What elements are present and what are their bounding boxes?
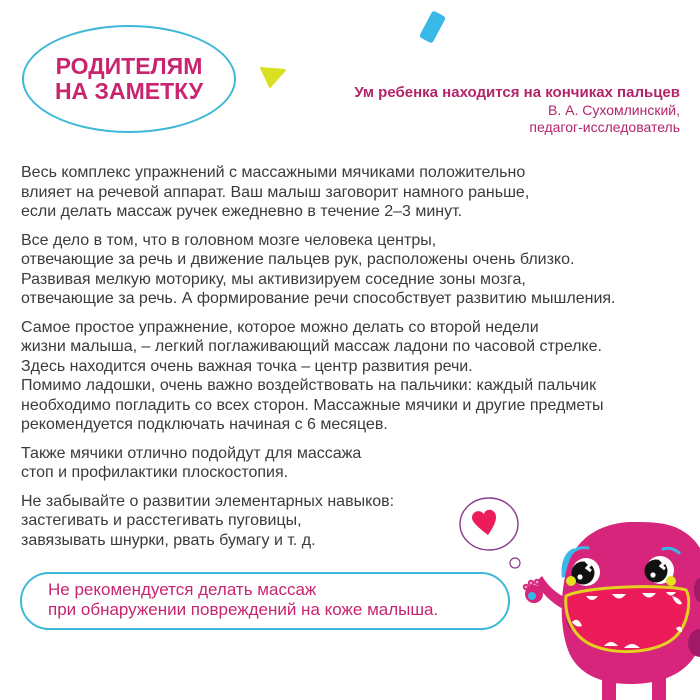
text-line: рекомендуется подключать начиная с 6 месяцев. bbox=[21, 416, 388, 433]
text-line: стоп и профилактики плоскостопия. bbox=[21, 464, 289, 481]
paragraph-2 bbox=[21, 231, 700, 309]
text-line: Развивая мелкую моторику, мы активизируем соседние зоны мозга, bbox=[21, 270, 526, 288]
quote-author: В. А. Сухомлинский, bbox=[548, 102, 680, 118]
quote-block bbox=[354, 84, 680, 136]
text-line: Помимо ладошки, очень важно воздействовать на пальчики: каждый пальчик bbox=[21, 377, 597, 394]
text-line: застегивать и расстегивать пуговицы, bbox=[21, 512, 302, 529]
text-line: завязывать шнурки, рвать бумагу и т. д. bbox=[21, 531, 316, 549]
warning-line-1: Не рекомендуется делать массаж bbox=[48, 580, 317, 599]
text-line: отвечающие за речь. А формирование речи способствует развитию мышления. bbox=[21, 290, 616, 307]
blue-rectangle-icon bbox=[419, 10, 446, 44]
text-line: Также мячики отлично подойдут для массажа bbox=[21, 444, 362, 462]
warning-line-2: при обнаружении повреждений на коже малыша. bbox=[48, 600, 439, 619]
quote-author-role: педагог-исследователь bbox=[529, 119, 680, 135]
parents-note-badge bbox=[22, 25, 236, 133]
badge-title-line-2: НА ЗАМЕТКУ bbox=[54, 78, 204, 104]
text-line: Весь комплекс упражнений с массажными мячиками положительно bbox=[21, 164, 526, 181]
paragraph-4 bbox=[21, 444, 700, 483]
text-line: Самое простое упражнение, которое можно делать со второй недели bbox=[21, 318, 539, 336]
warning-callout bbox=[20, 572, 510, 630]
yellow-triangle-icon bbox=[260, 66, 286, 88]
text-line: если делать массаж ручек ежедневно в течение 2–3 минут. bbox=[21, 203, 463, 220]
text-line: отвечающие за речь и движение пальцев рук, расположены очень близко. bbox=[21, 251, 575, 268]
pink-monster-icon bbox=[440, 488, 700, 700]
paragraph-1 bbox=[21, 163, 700, 222]
text-line: Все дело в том, что в головном мозге человека центры, bbox=[21, 231, 437, 249]
text-line: влияет на речевой аппарат. Ваш малыш заговорит намного раньше, bbox=[21, 183, 530, 201]
paragraph-3 bbox=[21, 318, 700, 435]
text-line: Здесь находится очень важная точка – центр развития речи. bbox=[21, 357, 473, 375]
text-line: жизни малыша, – легкий поглаживающий массаж ладони по часовой стрелке. bbox=[21, 338, 602, 355]
text-line: Не забывайте о развитии элементарных навыков: bbox=[21, 492, 395, 510]
quote-text: Ум ребенка находится на кончиках пальцев bbox=[354, 84, 680, 101]
text-line: необходимо погладить со всех сторон. Массажные мячики и другие предметы bbox=[21, 396, 604, 414]
badge-title-line-1: РОДИТЕЛЯМ bbox=[55, 53, 203, 79]
heart-thought-bubble-icon bbox=[460, 498, 520, 568]
